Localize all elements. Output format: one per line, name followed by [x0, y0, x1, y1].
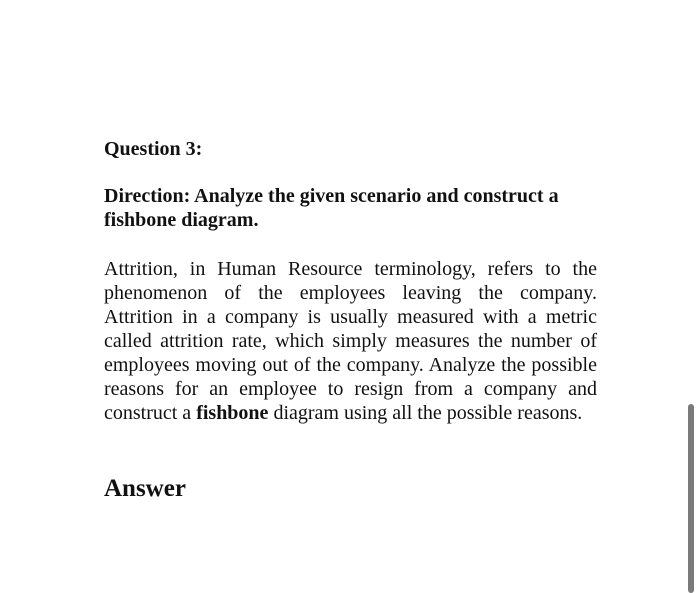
scenario-paragraph — [104, 257, 597, 425]
question-heading: Question 3: — [104, 138, 203, 160]
scrollbar-thumb[interactable] — [688, 404, 694, 593]
scenario-text-after: diagram using all the possible reasons. — [268, 402, 583, 424]
scenario-bold-word: fishbone — [196, 402, 269, 424]
direction-text: Direction: Analyze the given scenario and construct a fishbone diagram. — [104, 185, 559, 231]
answer-heading: Answer — [104, 475, 186, 502]
scenario-text-before: Attrition, in Human Resource terminology, refers to the phenomenon of the employees leaving the company. Attrition in a company is usually measured with a metric called attrition rate, which simply measures the number of employees moving out of the company. Analyze the possible reasons for an employee to resign from a company and construct a — [104, 258, 597, 424]
